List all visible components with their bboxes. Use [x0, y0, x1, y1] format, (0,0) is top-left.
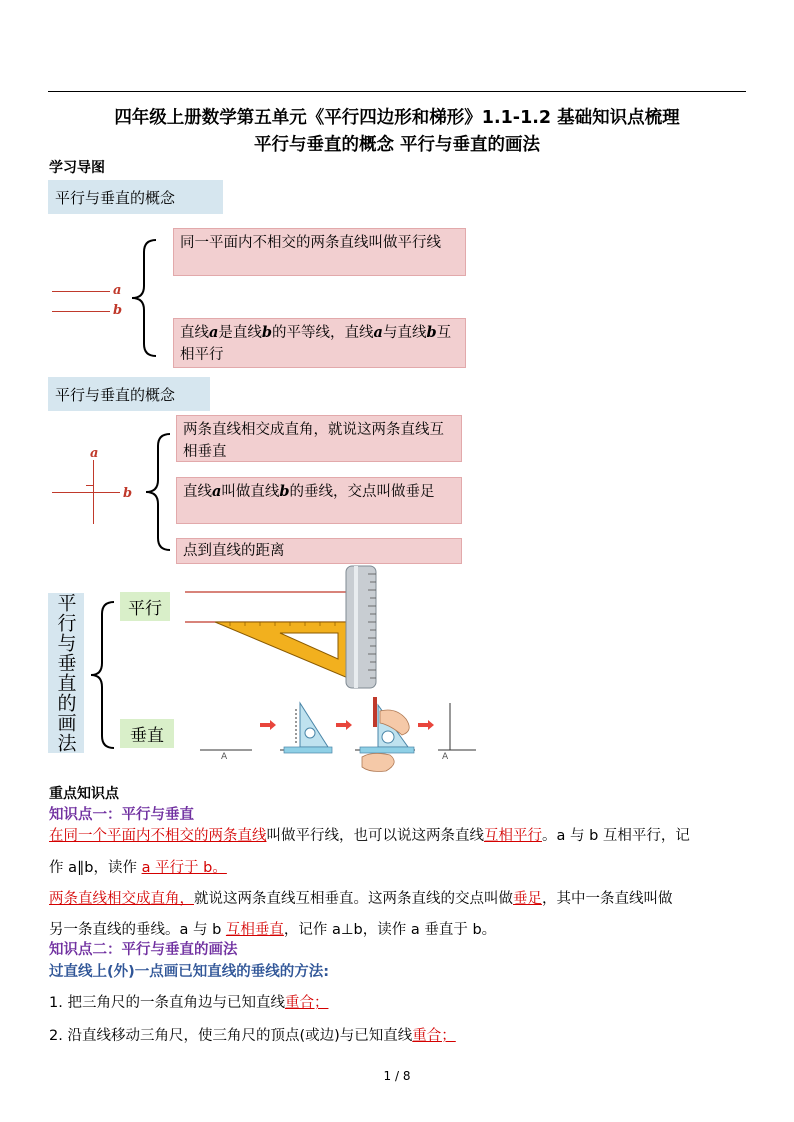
label-b: b [113, 303, 123, 318]
concept-box-perp-foot: 直线a叫做直线b的垂线，交点叫做垂足 [176, 477, 462, 524]
page-title: 四年级上册数学第五单元《平行四边形和梯形》1.1-1.2 基础知识点梳理 [114, 108, 680, 128]
kp1-title: 知识点一：平行与垂直 [49, 807, 194, 823]
page-subtitle: 平行与垂直的概念 平行与垂直的画法 [253, 135, 541, 155]
perpendicular-steps-illustration [200, 695, 480, 773]
drawing-methods-vertical-label: 平行与垂直的画法 [48, 593, 84, 753]
kp1-paragraph-line2: 作 a∥b，读作 a 平行于 b。 [49, 860, 227, 876]
page-number: 1 / 8 [383, 1069, 411, 1083]
brace-icon [88, 600, 118, 750]
perp-label-a: a [90, 446, 99, 461]
kp2-title: 知识点二：平行与垂直的画法 [49, 942, 238, 958]
kp1-paragraph-line1: 在同一个平面内不相交的两条直线叫做平行线，也可以说这两条直线互相平行。a 与 b 互相平行，记 [49, 828, 690, 844]
right-angle-mark-icon [86, 485, 94, 493]
key-points-label: 重点知识点 [49, 786, 119, 802]
axis-label-a: A [442, 752, 449, 762]
study-map-label: 学习导图 [49, 160, 105, 176]
kp2-method-title: 过直线上(外)一点画已知直线的垂线的方法: [49, 964, 330, 980]
brace-icon [126, 238, 162, 358]
brace-icon [140, 432, 176, 552]
section1-header: 平行与垂直的概念 [48, 180, 223, 214]
concept-box-perp-def: 两条直线相交成直角，就说这两条直线互相垂直 [176, 415, 462, 462]
axis-label-a: A [221, 752, 228, 762]
section2-header: 平行与垂直的概念 [48, 377, 210, 411]
parallel-line-b [52, 311, 110, 312]
kp2-step2: 2. 沿直线移动三角尺，使三角尺的顶点(或边)与已知直线重合； [49, 1028, 456, 1044]
kp1-paragraph-line3: 两条直线相交成直角，就说这两条直线互相垂直。这两条直线的交点叫做垂足，其中一条直线叫做 [49, 891, 673, 907]
kp2-step1: 1. 把三角尺的一条直角边与已知直线重合； [49, 995, 329, 1011]
top-rule [48, 91, 746, 92]
perpendicular-method-label: 垂直 [120, 719, 174, 748]
perp-label-b: b [123, 486, 133, 501]
kp1-paragraph-line4: 另一条直线的垂线。a 与 b 互相垂直，记作 a⊥b，读作 a 垂直于 b。 [49, 922, 497, 938]
concept-box-parallel-notation: 直线a是直线b的平等线，直线a与直线b互相平行 [173, 318, 466, 368]
label-a: a [113, 283, 122, 298]
ruler-triangle-illustration [170, 562, 400, 692]
concept-box-distance: 点到直线的距离 [176, 538, 462, 564]
parallel-line-a [52, 291, 110, 292]
parallel-method-label: 平行 [120, 592, 170, 621]
concept-box-parallel-def: 同一平面内不相交的两条直线叫做平行线 [173, 228, 466, 276]
